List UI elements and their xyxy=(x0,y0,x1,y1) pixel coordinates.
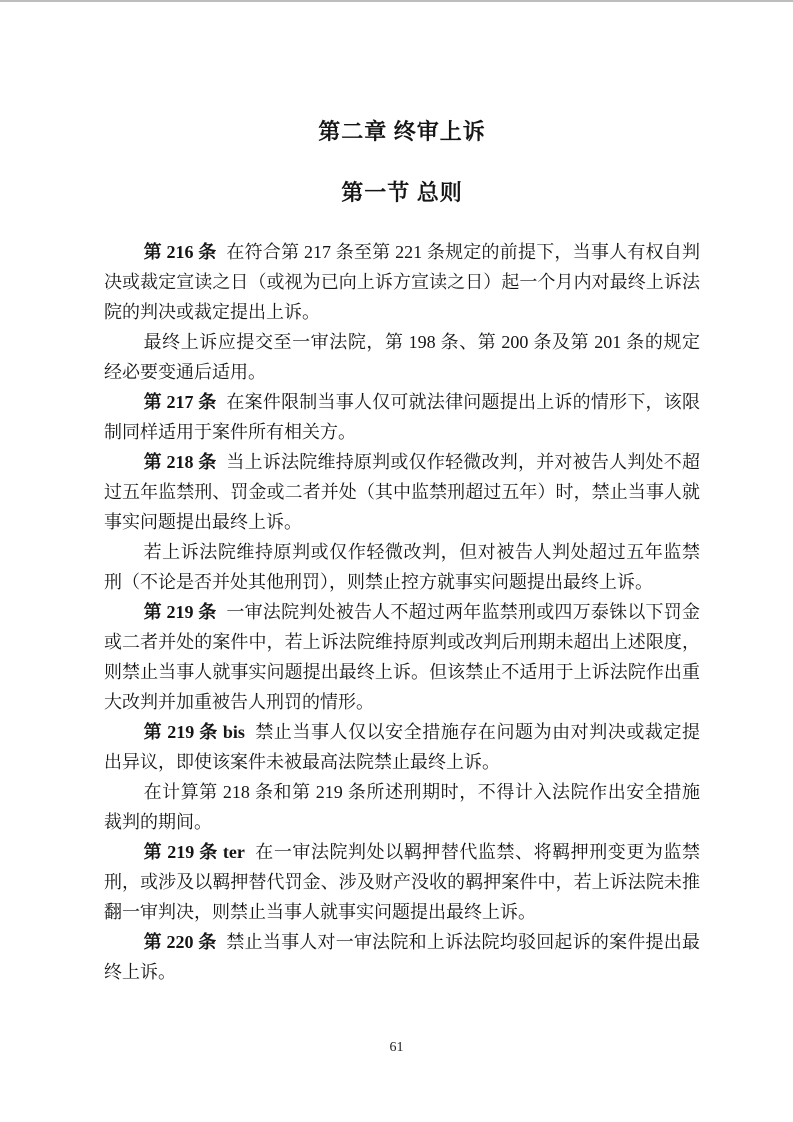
paragraph xyxy=(104,387,700,447)
paragraph-text: 禁止当事人仅以安全措施存在问题为由对判决或裁定提出异议，即使该案件未被最高法院禁止最终上诉。 xyxy=(104,722,700,772)
paragraph xyxy=(104,237,700,327)
article-label: 第 219 条 xyxy=(143,602,217,622)
paragraph xyxy=(104,327,700,387)
article-label: 第 219 条 ter xyxy=(143,842,245,862)
paragraph-text: 最终上诉应提交至一审法院，第 198 条、第 200 条及第 201 条的规定经必要变通后适用。 xyxy=(104,332,700,382)
document-content xyxy=(104,0,700,987)
article-label: 第 216 条 xyxy=(143,242,217,262)
paragraph xyxy=(104,717,700,777)
paragraph xyxy=(104,447,700,537)
chapter-title: 第二章 终审上诉 xyxy=(318,119,486,144)
article-label: 第 217 条 xyxy=(143,392,217,412)
paragraph xyxy=(104,837,700,927)
paragraph xyxy=(104,537,700,597)
paragraph-text: 在计算第 218 条和第 219 条所述刑期时，不得计入法院作出安全措施裁判的期间。 xyxy=(104,782,700,832)
paragraph xyxy=(104,597,700,717)
paragraph xyxy=(104,927,700,987)
paragraph-text: 禁止当事人对一审法院和上诉法院均驳回起诉的案件提出最终上诉。 xyxy=(104,932,701,982)
paragraph-text: 若上诉法院维持原判或仅作轻微改判，但对被告人判处超过五年监禁刑（不论是否并处其他刑罚），则禁止控方就事实问题提出最终上诉。 xyxy=(104,542,700,592)
article-label: 第 220 条 xyxy=(143,932,217,952)
paragraph-text: 当上诉法院维持原判或仅作轻微改判，并对被告人判处不超过五年监禁刑、罚金或二者并处（其中监禁刑超过五年）时，禁止当事人就事实问题提出最终上诉。 xyxy=(104,452,701,532)
page-number: 61 xyxy=(389,1040,404,1055)
article-label: 第 219 条 bis xyxy=(143,722,245,742)
paragraph-text: 一审法院判处被告人不超过两年监禁刑或四万泰铢以下罚金或二者并处的案件中，若上诉法院维持原判或改判后刑期未超出上述限度，则禁止当事人就事实问题提出最终上诉。但该禁止不适用于上诉法院作出重大改判并加重被告人刑罚的情形。 xyxy=(104,602,701,712)
paragraph-text: 在符合第 217 条至第 221 条规定的前提下，当事人有权自判决或裁定宣读之日（或视为已向上诉方宣读之日）起一个月内对最终上诉法院的判决或裁定提出上诉。 xyxy=(104,242,701,322)
article-label: 第 218 条 xyxy=(143,452,217,472)
paragraph-text: 在案件限制当事人仅可就法律问题提出上诉的情形下，该限制同样适用于案件所有相关方。 xyxy=(104,392,701,442)
paragraph-text: 在一审法院判处以羁押替代监禁、将羁押刑变更为监禁刑，或涉及以羁押替代罚金、涉及财产没收的羁押案件中，若上诉法院未推翻一审判决，则禁止当事人就事实问题提出最终上诉。 xyxy=(104,842,700,922)
section-title: 第一节 总则 xyxy=(341,180,463,205)
paragraph xyxy=(104,777,700,837)
document-body xyxy=(104,237,700,987)
